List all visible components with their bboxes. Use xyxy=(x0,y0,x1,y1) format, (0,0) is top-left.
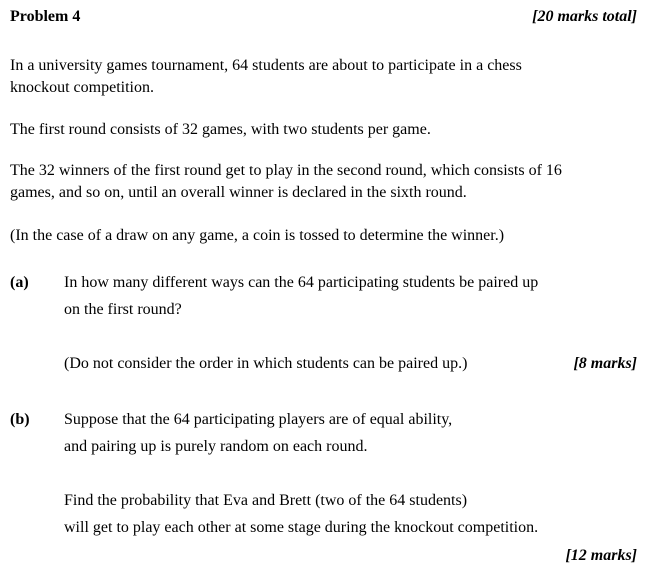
intro-paragraph-4: (In the case of a draw on any game, a coin is tossed to determine the winner.) xyxy=(10,227,505,244)
part-b-question-line-3: Find the probability that Eva and Brett (two of the 64 students) xyxy=(64,492,468,509)
total-marks: [20 marks total] xyxy=(532,8,637,25)
intro-paragraph-3-line-2: games, and so on, until an overall winner is declared in the sixth round. xyxy=(10,184,467,201)
part-a-question-line-2: on the first round? xyxy=(64,301,182,318)
intro-paragraph-2: The first round consists of 32 games, with two students per game. xyxy=(10,121,431,138)
intro-paragraph-3-line-1: The 32 winners of the first round get to play in the second round, which consists of 16 xyxy=(10,162,562,179)
part-b-question-line-4: will get to play each other at some stage during the knockout competition. xyxy=(64,519,539,536)
part-b-label: (b) xyxy=(10,411,30,428)
part-a-question-line-1: In how many different ways can the 64 participating students be paired up xyxy=(64,274,539,291)
part-b-marks: [12 marks] xyxy=(565,547,637,564)
part-a-marks: [8 marks] xyxy=(573,355,637,372)
part-a-note: (Do not consider the order in which students can be paired up.) xyxy=(64,355,468,372)
problem-title: Problem 4 xyxy=(10,8,81,25)
intro-paragraph-1-line-1: In a university games tournament, 64 students are about to participate in a chess xyxy=(10,57,522,74)
intro-paragraph-1-line-2: knockout competition. xyxy=(10,79,154,96)
part-b-question-line-2: and pairing up is purely random on each round. xyxy=(64,438,368,455)
part-a-label: (a) xyxy=(10,274,29,291)
part-b-question-line-1: Suppose that the 64 participating players are of equal ability, xyxy=(64,411,453,428)
